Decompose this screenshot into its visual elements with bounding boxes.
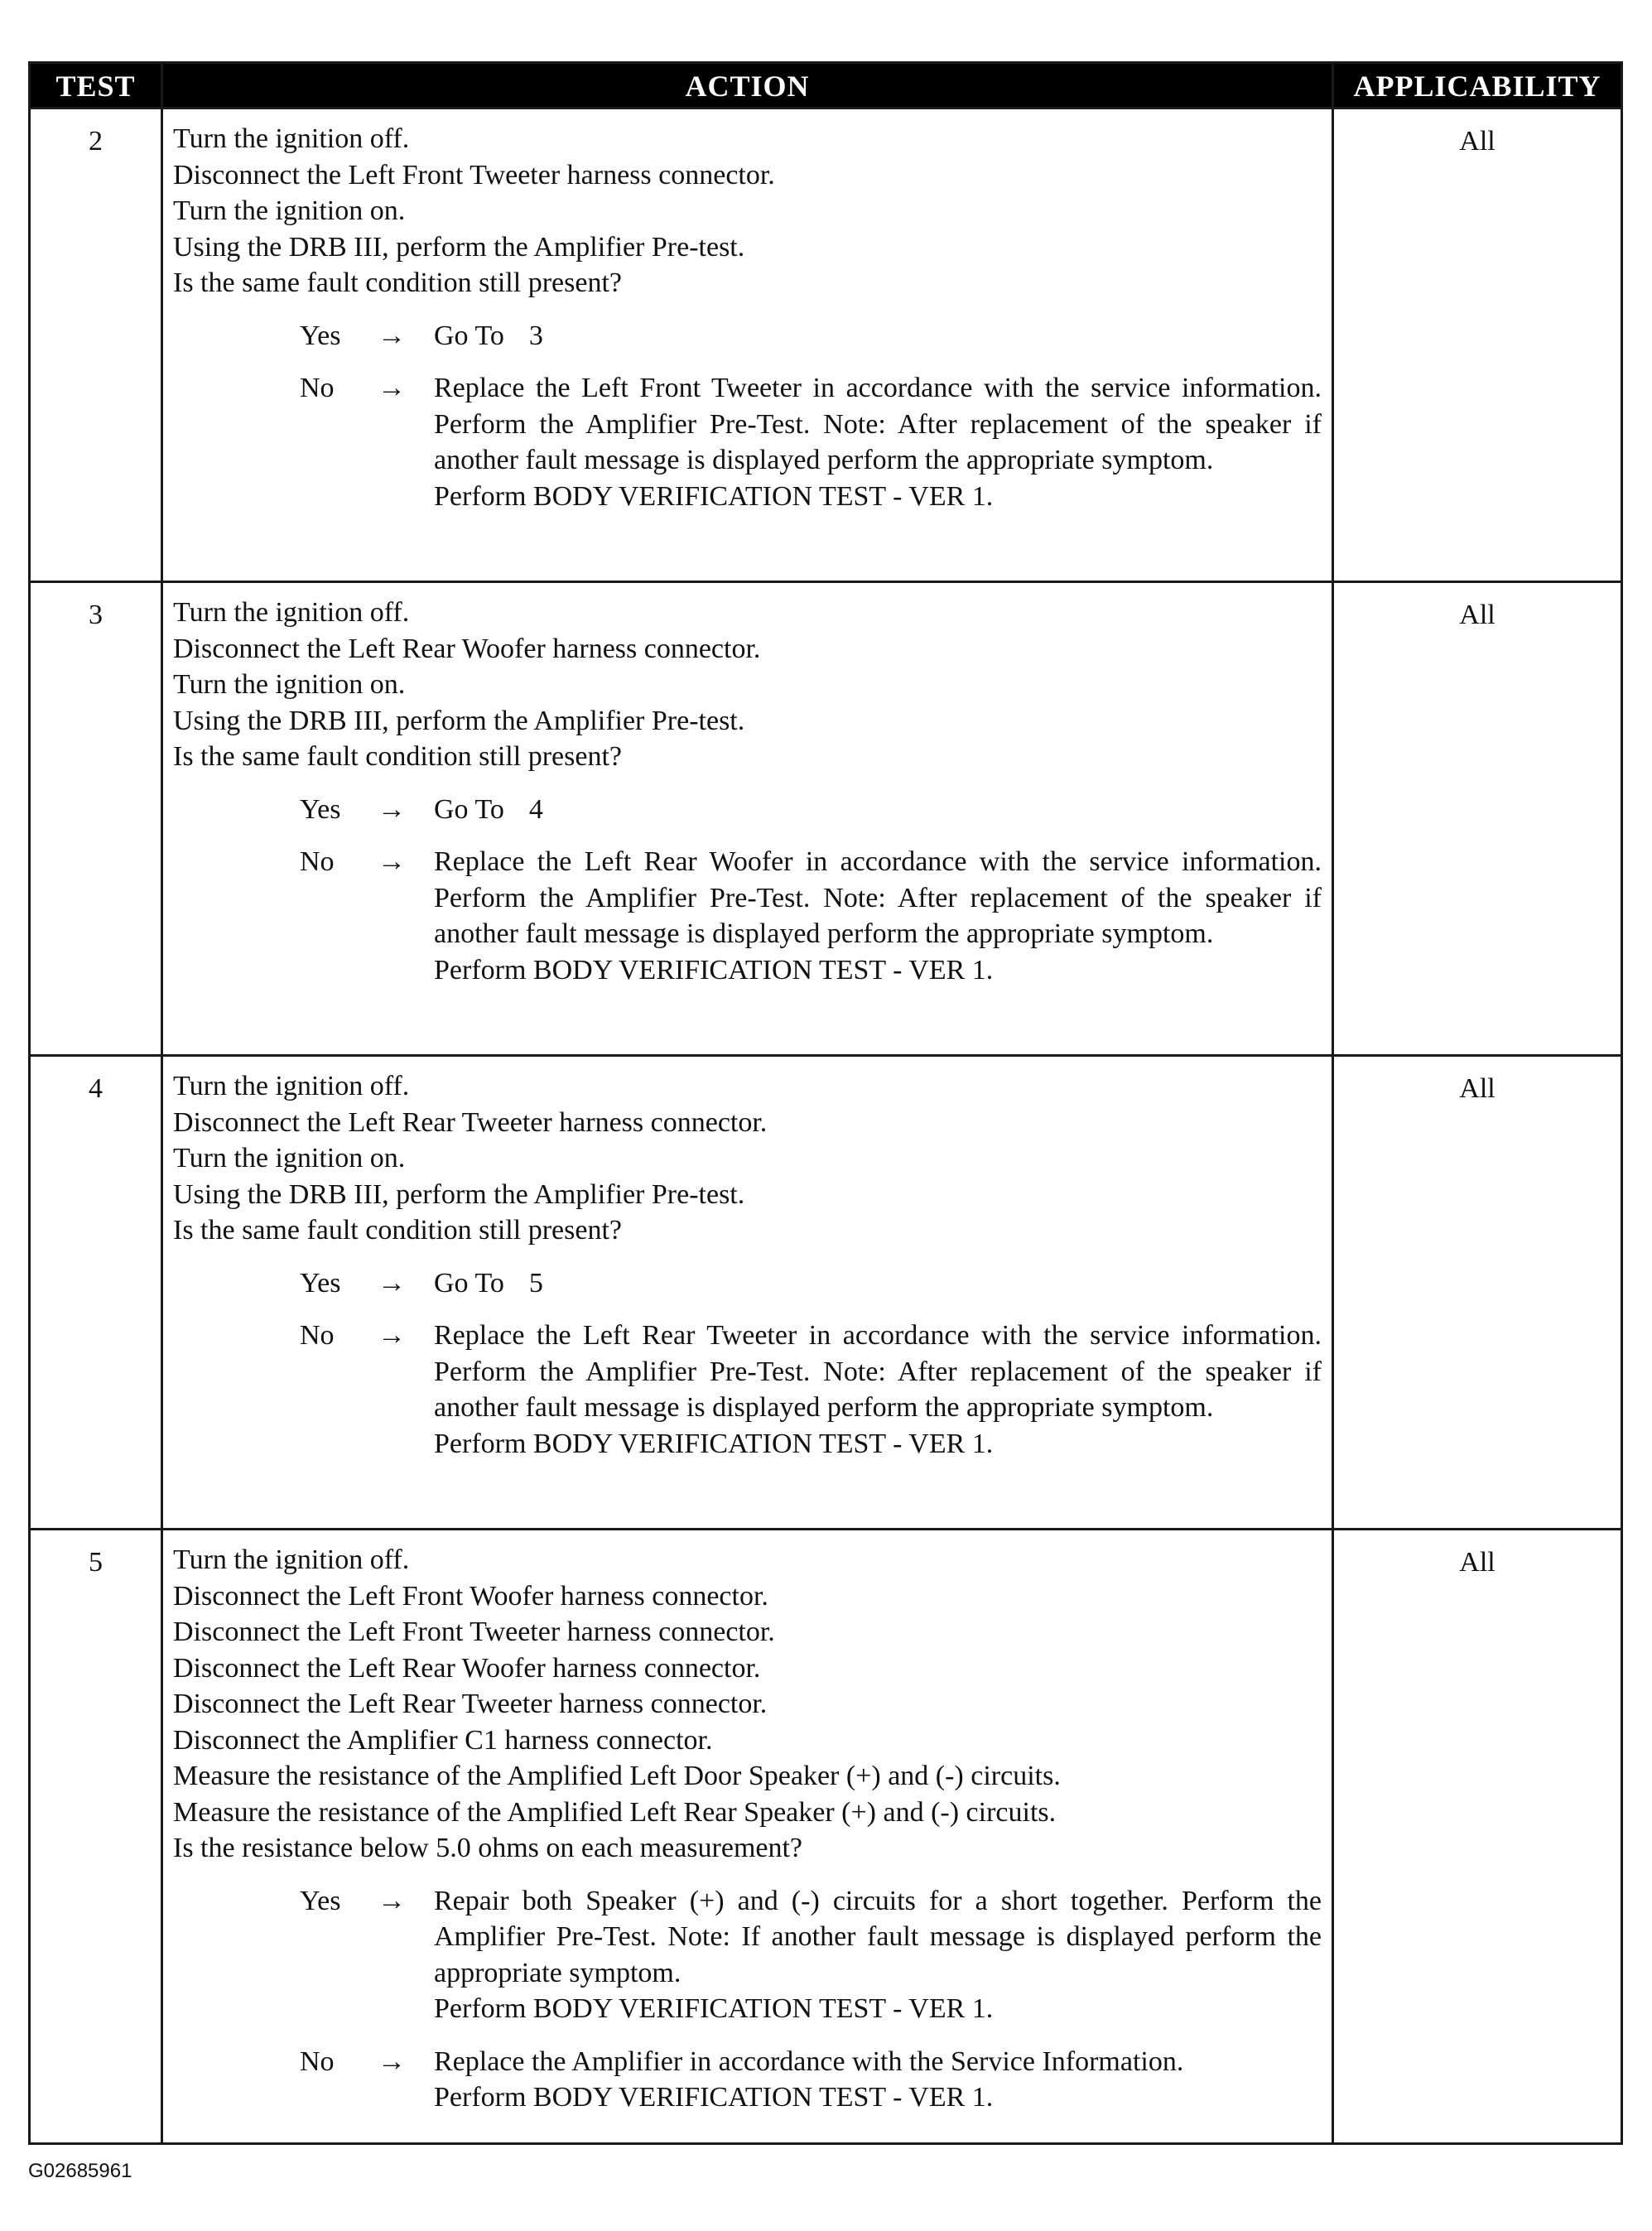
- outcome-label: Yes: [300, 1267, 341, 1299]
- goto-test-number[interactable]: 5: [528, 1267, 543, 1299]
- applicability-value: All: [1333, 582, 1622, 1056]
- arrow-right-icon: →: [378, 320, 406, 351]
- applicability-value: All: [1333, 1530, 1622, 2144]
- verification-instruction: Perform BODY VERIFICATION TEST - VER 1.: [434, 1993, 994, 2024]
- action-step: Turn the ignition on.: [173, 195, 406, 226]
- arrow-right-icon: →: [378, 373, 406, 403]
- outcome-yes: [173, 1883, 1322, 2027]
- action-step: Disconnect the Left Front Tweeter harness connector.: [173, 1617, 775, 1647]
- verification-instruction: Perform BODY VERIFICATION TEST - VER 1.: [434, 480, 994, 512]
- header-applicability: APPLICABILITY: [1333, 63, 1622, 108]
- action-cell: [162, 1530, 1333, 2144]
- action-step: Turn the ignition on.: [173, 669, 406, 700]
- outcome-label: No: [300, 846, 335, 877]
- outcome-no: [173, 1318, 1322, 1462]
- arrow-right-icon: →: [378, 846, 406, 877]
- outcome-instruction: Replace the Left Front Tweeter in accordance with the service information. Perform the Amplifier Pre-Test. Note: After replacement of the speaker if another fault message is displayed perform the appropriate symptom.: [434, 373, 1322, 475]
- outcome-instruction: Replace the Left Rear Woofer in accordance with the service information. Perform the Amplifier Pre-Test. Note: After replacement of the speaker if another fault message is displayed perform the appropriate symptom.: [434, 846, 1322, 949]
- outcome-label: No: [300, 2045, 335, 2077]
- outcome-label: Yes: [300, 1885, 341, 1916]
- figure-code: G02685961: [28, 2160, 132, 2182]
- table-row: [30, 108, 1622, 582]
- verification-instruction: Perform BODY VERIFICATION TEST - VER 1.: [434, 2082, 994, 2113]
- outcome-instruction: Repair both Speaker (+) and (-) circuits for a short together. Perform the Amplifier Pre-Test. Note: If another fault message is displayed perform the appropriate symptom.: [434, 1885, 1322, 1988]
- action-step: Disconnect the Left Rear Tweeter harness connector.: [173, 1106, 768, 1138]
- outcome-text: [434, 1318, 1322, 1462]
- action-step: Is the same fault condition still present?: [173, 1215, 622, 1246]
- outcome-label: No: [300, 1320, 335, 1351]
- action-step: Disconnect the Left Front Woofer harness connector.: [173, 1580, 768, 1612]
- verification-instruction: Perform BODY VERIFICATION TEST - VER 1.: [434, 954, 994, 985]
- arrow-right-icon: →: [378, 2045, 406, 2077]
- outcome-text: [434, 2044, 1322, 2116]
- test-number: 4: [30, 1056, 162, 1530]
- action-cell: [162, 582, 1333, 1056]
- test-number: 5: [30, 1530, 162, 2144]
- outcome-text: [434, 318, 1322, 354]
- outcome-text: [434, 1265, 1322, 1302]
- action-step: Measure the resistance of the Amplified Left Rear Speaker (+) and (-) circuits.: [173, 1796, 1057, 1828]
- action-step: Using the DRB III, perform the Amplifier Pre-test.: [173, 1178, 745, 1210]
- outcome-text: [434, 1883, 1322, 2027]
- goto-label: Go To: [434, 1267, 504, 1299]
- action-step: Disconnect the Left Rear Woofer harness connector.: [173, 1652, 761, 1684]
- action-step: Is the resistance below 5.0 ohms on each measurement?: [173, 1833, 803, 1863]
- action-cell: [162, 108, 1333, 582]
- action-step: Turn the ignition off.: [173, 1544, 410, 1575]
- outcome-instruction: Replace the Amplifier in accordance with the Service Information.: [434, 2045, 1184, 2077]
- outcome-yes: [173, 792, 1322, 828]
- action-step: Disconnect the Left Rear Woofer harness connector.: [173, 633, 761, 664]
- arrow-right-icon: →: [378, 1885, 406, 1916]
- outcome-no: [173, 844, 1322, 988]
- goto-test-number[interactable]: 3: [528, 320, 543, 351]
- action-step: Using the DRB III, perform the Amplifier Pre-test.: [173, 705, 745, 736]
- action-step: Turn the ignition on.: [173, 1143, 406, 1173]
- arrow-right-icon: →: [378, 793, 406, 825]
- action-step: Is the same fault condition still present?: [173, 741, 622, 772]
- outcome-text: [434, 844, 1322, 988]
- goto-label: Go To: [434, 793, 504, 825]
- table-row: [30, 1530, 1622, 2144]
- table-header-row: [30, 63, 1622, 108]
- outcome-text: [434, 792, 1322, 828]
- goto-label: Go To: [434, 320, 504, 351]
- action-step: Turn the ignition off.: [173, 123, 410, 154]
- goto-test-number[interactable]: 4: [528, 793, 543, 825]
- outcome-yes: [173, 1265, 1322, 1302]
- outcome-yes: [173, 318, 1322, 354]
- action-cell: [162, 1056, 1333, 1530]
- outcome-label: No: [300, 373, 335, 403]
- action-step: Disconnect the Left Rear Tweeter harness connector.: [173, 1689, 768, 1719]
- outcome-text: [434, 370, 1322, 514]
- action-step: Measure the resistance of the Amplified Left Door Speaker (+) and (-) circuits.: [173, 1761, 1061, 1791]
- header-action: ACTION: [162, 63, 1333, 108]
- arrow-right-icon: →: [378, 1320, 406, 1351]
- arrow-right-icon: →: [378, 1267, 406, 1299]
- table-row: [30, 582, 1622, 1056]
- outcome-instruction: Replace the Left Rear Tweeter in accordance with the service information. Perform the Amplifier Pre-Test. Note: After replacement of the speaker if another fault message is displayed perform the appropriate symptom.: [434, 1320, 1322, 1423]
- diagnostic-test-table: [28, 61, 1623, 2145]
- test-number: 2: [30, 108, 162, 582]
- verification-instruction: Perform BODY VERIFICATION TEST - VER 1.: [434, 1428, 994, 1459]
- header-test: TEST: [30, 63, 162, 108]
- test-number: 3: [30, 582, 162, 1056]
- action-step: Using the DRB III, perform the Amplifier Pre-test.: [173, 231, 745, 263]
- outcome-label: Yes: [300, 793, 341, 825]
- outcome-no: [173, 2044, 1322, 2116]
- action-step: Turn the ignition off.: [173, 1071, 410, 1101]
- applicability-value: All: [1333, 108, 1622, 582]
- action-step: Disconnect the Left Front Tweeter harness connector.: [173, 159, 775, 190]
- action-step: Is the same fault condition still present?: [173, 267, 622, 298]
- table-row: [30, 1056, 1622, 1530]
- applicability-value: All: [1333, 1056, 1622, 1530]
- outcome-no: [173, 370, 1322, 514]
- outcome-label: Yes: [300, 320, 341, 351]
- action-step: Turn the ignition off.: [173, 597, 410, 628]
- action-step: Disconnect the Amplifier C1 harness connector.: [173, 1724, 713, 1756]
